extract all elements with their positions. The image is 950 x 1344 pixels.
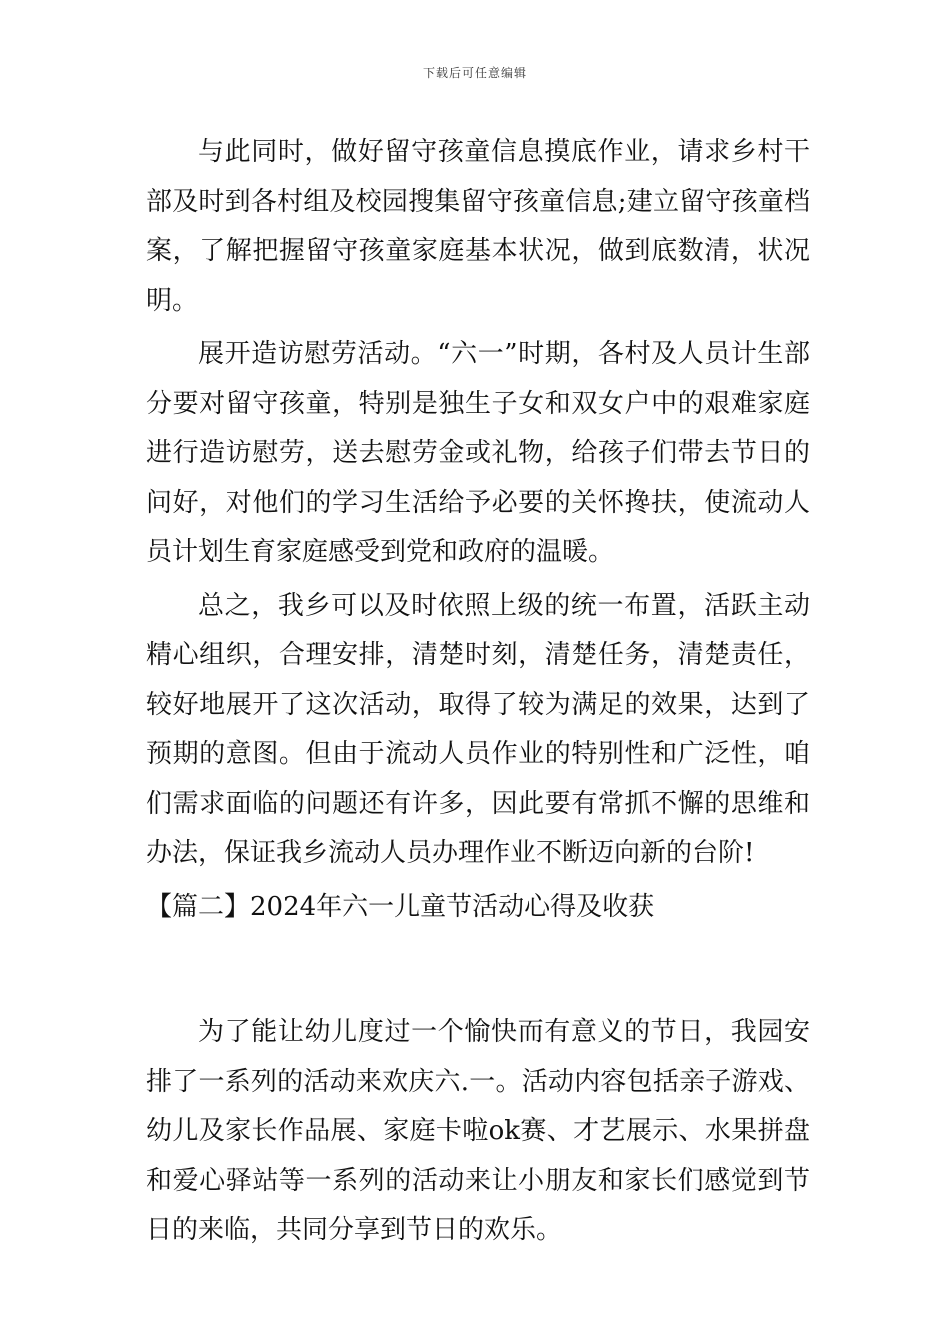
paragraph-activities: 为了能让幼儿度过一个愉快而有意义的节日，我园安排了一系列的活动来欢庆六.一。活动内容包括亲子游戏、幼儿及家长作品展、家庭卡啦ok赛、才艺展示、水果拼盘和爱心驿站等一系列的活动来让小朋友和家长们感觉到节日的来临，共同分享到节日的欢乐。 (146, 1017, 810, 1245)
document-body (146, 128, 810, 1256)
header-note: 下载后可任意编辑 (422, 66, 527, 80)
section-spacer (146, 932, 810, 1008)
paragraph-survey: 与此同时，做好留守孩童信息摸底作业，请求乡村干部及时到各村组及校园搜集留守孩童信息;建立留守孩童档案，了解把握留守孩童家庭基本状况，做到底数清，状况明。 (146, 137, 810, 316)
paragraph-visits: 展开造访慰劳活动。“六一”时期，各村及人员计生部分要对留守孩童，特别是独生子女和双女户中的艰难家庭进行造访慰劳，送去慰劳金或礼物，给孩子们带去节日的问好，对他们的学习生活给予必要的关怀搀扶，使流动人员计划生育家庭感受到党和政府的温暖。 (146, 339, 810, 567)
paragraph-summary: 总之，我乡可以及时依照上级的统一布置，活跃主动精心组织，合理安排，清楚时刻，清楚任务，清楚责任，较好地展开了这次活动，取得了较为满足的效果，达到了预期的意图。但由于流动人员作业的特别性和广泛性，咱们需求面临的问题还有许多，因此要有常抓不懈的思维和办法，保证我乡流动人员办理作业不断迈向新的台阶! (146, 590, 810, 868)
section-title: 【篇二】2024年六一儿童节活动心得及收获 (146, 891, 655, 922)
